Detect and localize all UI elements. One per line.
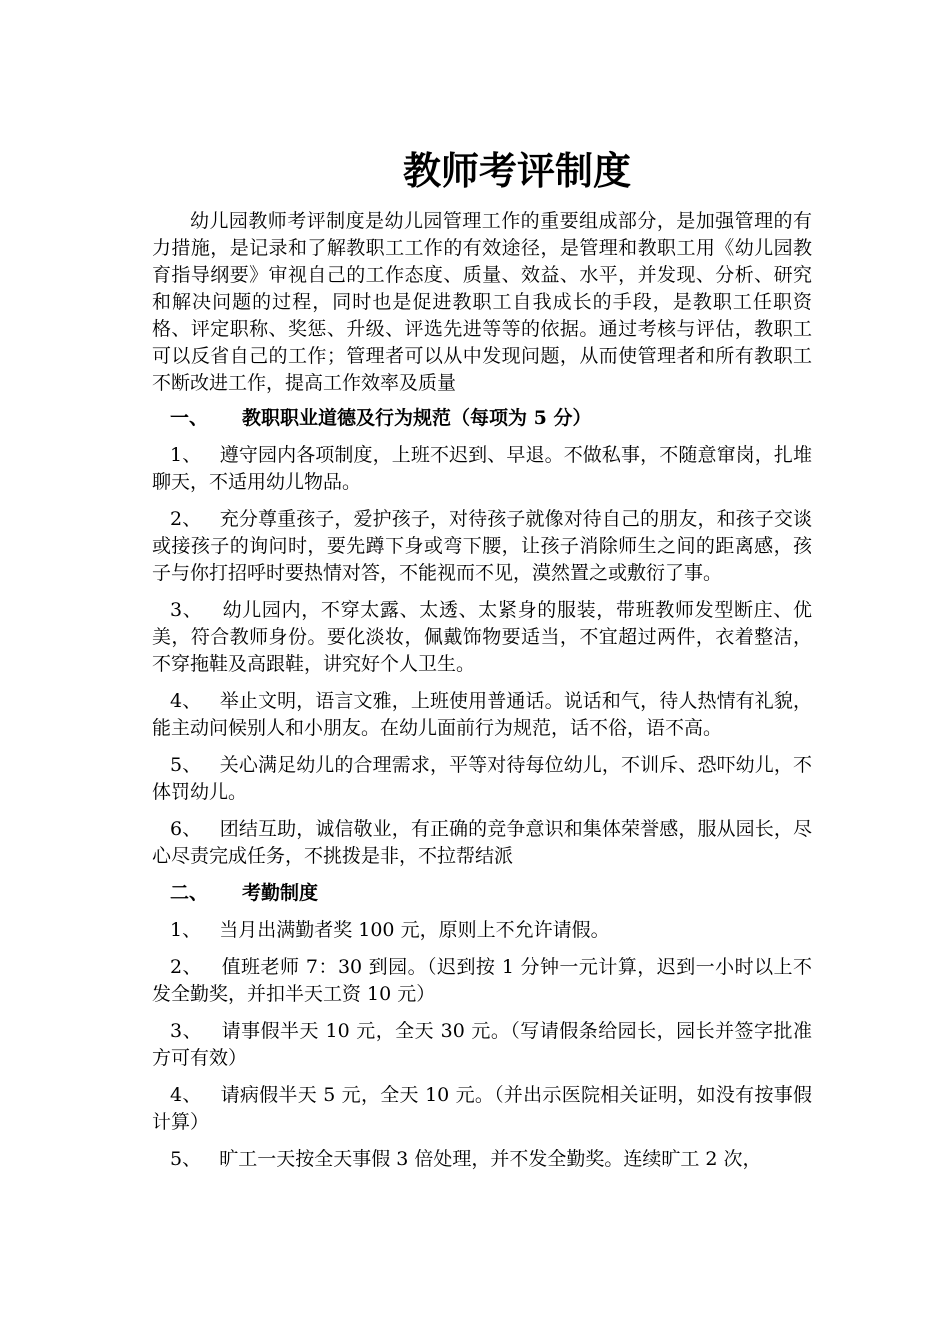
item-number: 2、 <box>170 508 202 530</box>
item-number: 2、 <box>170 956 203 978</box>
list-item <box>152 1082 812 1136</box>
item-text: 当月出满勤者奖 100 元，原则上不允许请假。 <box>219 919 610 941</box>
item-number: 3、 <box>170 599 203 621</box>
item-number: 5、 <box>170 754 202 776</box>
document-title: 教师考评制度 <box>402 148 631 193</box>
item-text: 请病假半天 5 元，全天 10 元。（并出示医院相关证明，如没有按事假计算） <box>152 1084 812 1133</box>
list-item <box>152 917 812 944</box>
list-item <box>152 688 812 742</box>
document-page <box>152 140 812 1183</box>
list-item <box>152 816 812 870</box>
item-number: 1、 <box>170 919 202 941</box>
item-number: 3、 <box>170 1020 203 1042</box>
list-item <box>152 954 812 1008</box>
item-text: 幼儿园内，不穿太露、太透、太紧身的服装，带班教师发型断庄、优美，符合教师身份。要化淡妆，佩戴饰物要适当，不宜超过两件，衣着整洁，不穿拖鞋及高跟鞋，讲究好个人卫生。 <box>152 599 812 675</box>
list-item <box>152 506 812 587</box>
item-number: 5、 <box>170 1148 202 1170</box>
item-text: 值班老师 7：30 到园。（迟到按 1 分钟一元计算，迟到一小时以上不发全勤奖，并扣半天工资 10 元） <box>152 956 813 1005</box>
item-number: 1、 <box>170 444 202 466</box>
intro-paragraph: 幼儿园教师考评制度是幼儿园管理工作的重要组成部分，是加强管理的有力措施，是记录和了解教职工工作的有效途径，是管理和教职工用《幼儿园教育指导纲要》审视自己的工作态度、质量、效益、水平，并发现、分析、研究和解决问题的过程，同时也是促进教职工自我成长的手段，是教职工任职资格、评定职称、奖惩、升级、评选先进等等的依据。通过考核与评估，教职工可以反省自己的工作；管理者可以从中发现问题，从而使管理者和所有教职工不断改进工作，提高工作效率及质量 <box>152 210 812 394</box>
section-heading-text: 考勤制度 <box>242 882 319 904</box>
list-item <box>152 1146 812 1173</box>
item-number: 4、 <box>170 690 202 712</box>
list-item <box>152 752 812 806</box>
item-text: 旷工一天按全天事假 3 倍处理，并不发全勤奖。连续旷工 2 次， <box>219 1148 762 1170</box>
list-item <box>152 597 812 678</box>
item-number: 4、 <box>170 1084 202 1106</box>
list-item <box>152 442 812 496</box>
item-text: 充分尊重孩子，爱护孩子，对待孩子就像对待自己的朋友，和孩子交谈或接孩子的询问时，要先蹲下身或弯下腰，让孩子消除师生之间的距离感，孩子与你打招呼时要热情对答，不能视而不见，漠然置之或敷衍了事。 <box>152 508 812 584</box>
section-number: 二、 <box>170 882 209 904</box>
item-text: 关心满足幼儿的合理需求，平等对待每位幼儿，不训斥、恐吓幼儿，不体罚幼儿。 <box>152 754 812 803</box>
item-text: 请事假半天 10 元，全天 30 元。（写请假条给园长，园长并签字批准方可有效） <box>152 1020 812 1069</box>
section-number: 一、 <box>170 407 209 429</box>
section-heading-attendance <box>152 880 812 907</box>
item-text: 遵守园内各项制度，上班不迟到、早退。不做私事，不随意窜岗，扎堆聊天，不适用幼儿物品。 <box>152 444 812 493</box>
section-heading-text: 教职职业道德及行为规范（每项为 5 分） <box>242 407 592 429</box>
item-text: 举止文明，语言文雅，上班使用普通话。说话和气，待人热情有礼貌，能主动问候别人和小朋友。在幼儿面前行为规范，话不俗，语不高。 <box>152 690 812 739</box>
item-number: 6、 <box>170 818 202 840</box>
item-text: 团结互助，诚信敬业，有正确的竞争意识和集体荣誉感，服从园长，尽心尽责完成任务，不挑拨是非，不拉帮结派 <box>152 818 812 867</box>
list-item <box>152 1018 812 1072</box>
section-heading-conduct <box>152 405 812 432</box>
